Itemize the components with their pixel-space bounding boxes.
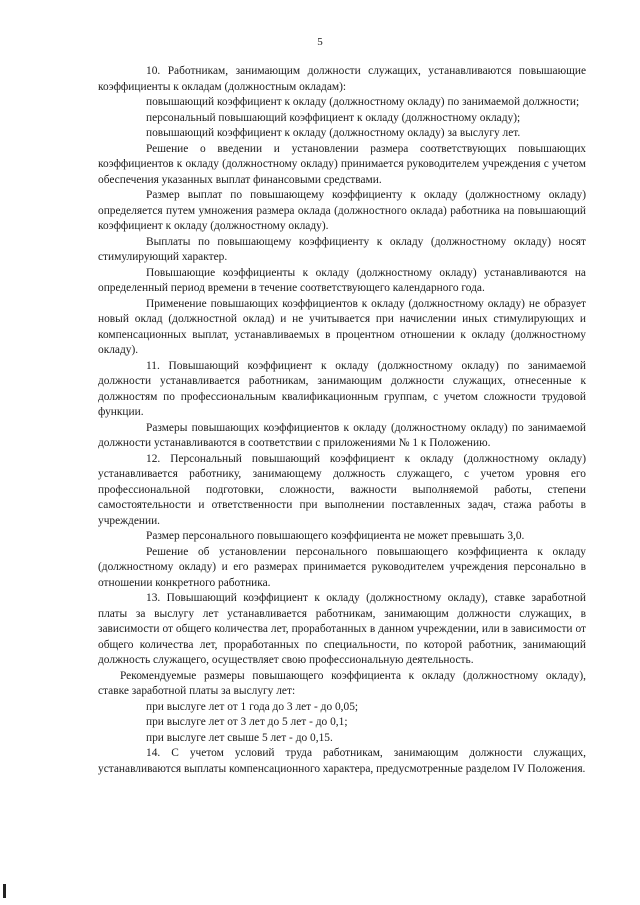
page-number: 5 xyxy=(317,36,323,48)
list-item-position-coefficient: повышающий коэффициент к окладу (должностному окладу) по занимаемой должности; xyxy=(146,96,580,108)
list-item-seniority-3-5: при выслуге лет от 3 лет до 5 лет - до 0,1; xyxy=(146,716,348,728)
paragraph-application: Применение повышающих коэффициентов к окладу (должностному окладу) не образует новый оклад (должностной оклад) и не учитывается при начислении иных стимулирующих и компенсационных выплат, устанавливаемых в процентном отношении к окладу (должностному окладу). xyxy=(98,297,586,356)
paragraph-11: 11. Повышающий коэффициент к окладу (должностному окладу) по занимаемой должности устанавливается работникам, занимающим должности служащих, отнесенные к должностям по профессиональным квалификационным группам, с учетом сложности трудовой функции. xyxy=(98,359,586,418)
list-item-personal-coefficient: персональный повышающий коэффициент к окладу (должностному окладу); xyxy=(146,111,521,124)
paragraph-14: 14. С учетом условий труда работникам, занимающим должности служащих, устанавливаются выплаты компенсационного характера, предусмотренные разделом IV Положения. xyxy=(98,747,586,775)
document-body xyxy=(98,64,586,777)
paragraph-13: 13. Повышающий коэффициент к окладу (должностному окладу), ставке заработной платы за выслугу лет устанавливается работникам, занимающим должности служащих, в зависимости от общего количества лет, проработанных в данном учреждении, или в зависимости от общего количества лет, проработанных по специальности, по которой работник, занимающий должность служащего, осуществляет свою профессиональную деятельность. xyxy=(98,592,586,666)
paragraph-recommended: Рекомендуемые размеры повышающего коэффициента к окладу (должностному окладу), ставке заработной платы за выслугу лет: xyxy=(98,669,586,697)
paragraph-sizes: Размеры повышающих коэффициентов к окладу (должностному окладу) по занимаемой должности устанавливаются в соответствии с приложениями № 1 к Положению. xyxy=(98,421,586,449)
paragraph-10: 10. Работникам, занимающим должности служащих, устанавливаются повышающие коэффициенты к окладам (должностным окладам): xyxy=(98,65,586,93)
paragraph-period: Повышающие коэффициенты к окладу (должностному окладу) устанавливаются на определенный период времени в течение соответствующего календарного года. xyxy=(98,266,586,294)
paragraph-payment-size: Размер выплат по повышающему коэффициенту к окладу (должностному окладу) определяется путем умножения размера оклада (должностного оклада) работника на повышающий коэффициент к окладу (должностному окладу). xyxy=(98,189,586,232)
paragraph-12: 12. Персональный повышающий коэффициент к окладу (должностному окладу) устанавливается работнику, занимающему должность служащего, с учетом уровня его профессиональной подготовки, сложности, важности выполняемой работы, степени самостоятельности и ответственности при выполнении поставленных задач, стажа работы в учреждении. xyxy=(98,452,586,527)
paragraph-max-size: Размер персонального повышающего коэффициента не может превышать 3,0. xyxy=(146,530,525,542)
scan-margin-mark xyxy=(3,884,6,898)
list-item-seniority-1-3: при выслуге лет от 1 года до 3 лет - до 0,05; xyxy=(146,700,359,713)
paragraph-stimulating: Выплаты по повышающему коэффициенту к окладу (должностному окладу) носят стимулирующий характер. xyxy=(98,235,586,263)
paragraph-personal-decision: Решение об установлении персонального повышающего коэффициента к окладу (должностному окладу) и его размерах принимается руководителем учреждения персонально в отношении конкретного работника. xyxy=(98,545,586,589)
paragraph-decision: Решение о введении и установлении размера соответствующих повышающих коэффициентов к окладу (должностному окладу) принимается руководителем учреждения с учетом обеспечения указанных выплат финансовыми средствами. xyxy=(98,142,586,186)
list-item-seniority-over-5: при выслуге лет свыше 5 лет - до 0,15. xyxy=(146,731,333,744)
list-item-seniority-coefficient: повышающий коэффициент к окладу (должностному окладу) за выслугу лет. xyxy=(146,127,521,139)
